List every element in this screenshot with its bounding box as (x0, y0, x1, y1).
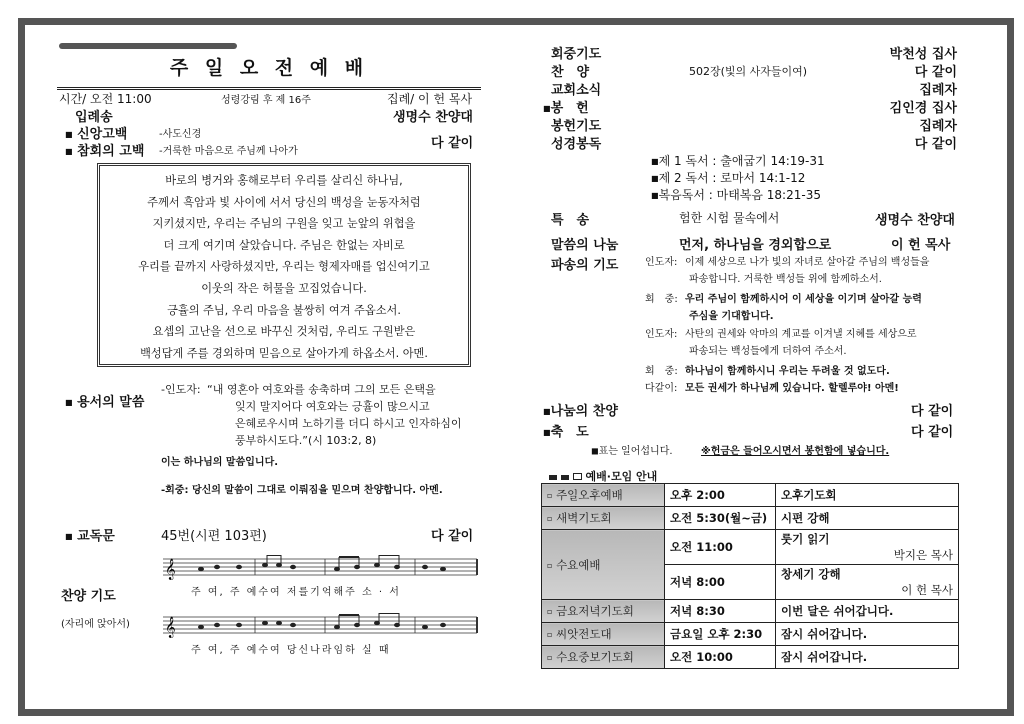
confession-line: 긍휼의 주님, 우리 마음을 불쌍히 여겨 주옵소서. (167, 303, 401, 317)
service-item-by: 집례자 (919, 83, 957, 98)
scripture-readings (651, 153, 825, 204)
confession-line: 백성답게 주를 경외하며 믿음으로 살아가게 하옵소서. 아멘. (140, 346, 428, 360)
repent-note: -거룩한 마음으로 주님께 나아가 (159, 146, 298, 157)
sermon-title: 먼저, 하나님을 경외합으로 (679, 238, 832, 253)
service-item-by: 집례자 (919, 119, 957, 134)
table-row (542, 530, 959, 565)
confession-box (97, 163, 471, 367)
service-time: 시간/ 오전 11:00 (59, 92, 152, 106)
footnote-standing: ■표는 일어섭니다. (591, 446, 673, 457)
share-song-by: 다 같이 (911, 404, 954, 419)
responsive-by: 다 같이 (431, 529, 474, 544)
schedule-name: ▫ 주일오후예배 (542, 484, 665, 507)
liturgical-week: 성령강림 후 제 16주 (221, 95, 311, 106)
repent-label: ■ 참회의 고백 (65, 144, 145, 159)
schedule-name: ▫ 수요중보기도회 (542, 646, 665, 669)
schedule-name: ▫ 수요예배 (542, 530, 665, 600)
schedule-name: ▫ 씨앗전도대 (542, 623, 665, 646)
service-item-label: ■봉 헌 (543, 101, 589, 116)
pardon-line-1: “내 영혼아 여호와를 송축하며 그의 모든 은택을 (207, 383, 436, 396)
schedule-desc: 이번 달은 쉬어갑니다. (776, 600, 959, 623)
schedule-name: ▫ 금요저녁기도회 (542, 600, 665, 623)
reading-3: ■복음독서 : 마태복음 18:21-35 (651, 188, 821, 202)
confession-line: 주께서 흑암과 빛 사이에 서서 당신의 백성을 눈동자처럼 (147, 195, 421, 209)
repent-by: 다 같이 (431, 136, 474, 151)
service-item-label: 봉헌기도 (551, 119, 602, 134)
schedule-desc: 룻기 읽기 박지은 목사 (776, 530, 959, 565)
sending-speaker: 다같이: (645, 383, 678, 394)
schedule-desc: 오후기도회 (776, 484, 959, 507)
page-title: 주 일 오 전 예 배 (169, 57, 369, 79)
table-row (542, 484, 959, 507)
sending-line: 모든 권세가 하나님께 있습니다. 할렐루야! 아멘! (685, 383, 899, 394)
table-row (542, 600, 959, 623)
entrance-label: 입례송 (75, 110, 113, 125)
pardon-response: -회중: 당신의 말씀이 그대로 이뤄짐을 믿으며 찬양합니다. 아멘. (161, 485, 443, 496)
schedule-desc: 창세기 강해 이 헌 목사 (776, 565, 959, 600)
sending-line: 우리 주님이 함께하시어 이 세상을 이기며 살아갈 능력 (685, 294, 922, 305)
schedule-time: 오전 5:30(월~금) (665, 507, 776, 530)
service-item-detail: 502장(빛의 사자들이여) (689, 65, 808, 78)
pardon-line-3: 은혜로우시며 노하기를 더디 하시고 인자하심이 (235, 417, 462, 430)
schedule-desc: 잠시 쉬어갑니다. (776, 646, 959, 669)
service-item-label: 회중기도 (551, 47, 602, 62)
service-item-label: 성경봉독 (551, 137, 602, 152)
responsive-text: 45번(시편 103편) (161, 529, 267, 544)
service-item-label: 교회소식 (551, 83, 602, 98)
sending-speaker: 회 중: (645, 366, 678, 377)
sending-speaker: 인도자: (645, 257, 678, 268)
pardon-line-2: 잊지 말지어다 여호와는 긍휼이 많으시고 (235, 400, 430, 413)
special-label: 특 송 (551, 213, 590, 228)
service-item-label: 찬 양 (551, 65, 590, 80)
bulletin-page (25, 25, 1001, 705)
blessing-by: 다 같이 (911, 425, 954, 440)
schedule-time: 오전 10:00 (665, 646, 776, 669)
reading-2: ■제 2 독서 : 로마서 14:1-12 (651, 171, 806, 185)
service-item-by: 다 같이 (914, 137, 957, 152)
schedule-desc: 잠시 쉬어갑니다. (776, 623, 959, 646)
entrance-by: 생명수 찬양대 (393, 110, 473, 125)
blessing-label: ■축 도 (543, 425, 589, 440)
schedule-table (541, 483, 959, 669)
confession-line: 더 크게 여기며 살았습니다. 주님은 한없는 자비로 (163, 238, 405, 252)
title-decoration (59, 43, 237, 49)
special-song: 험한 시험 물속에서 (679, 211, 780, 225)
service-item-by: 다 같이 (914, 65, 957, 80)
sending-line: 사탄의 권세와 악마의 계교를 이겨낼 지혜를 세상으로 (685, 329, 917, 340)
svg-text:𝄞: 𝄞 (165, 559, 176, 580)
schedule-name: ▫ 새벽기도회 (542, 507, 665, 530)
service-item-by: 김인경 집사 (889, 101, 957, 116)
sending-speaker: 회 중: (645, 294, 678, 305)
pardon-label: ■ 용서의 말씀 (65, 395, 145, 410)
pardon-word: 이는 하나님의 말씀입니다. (161, 457, 279, 468)
prayer-song-note: (자리에 앉아서) (61, 619, 130, 630)
confession-line: 지키셨지만, 우리는 주님의 구원을 잊고 눈앞의 위협을 (152, 217, 416, 231)
sending-line: 파송합니다. 거룩한 백성들 위에 함께하소서. (689, 274, 882, 285)
sending-line: 파송되는 백성들에게 더하여 주소서. (689, 346, 847, 357)
footnote-offering: ※헌금은 들어오시면서 봉헌함에 넣습니다. (701, 446, 890, 457)
service-item-by: 박천성 집사 (889, 47, 957, 62)
schedule-time: 금요일 오후 2:30 (665, 623, 776, 646)
sending-line: 하나님이 함께하시니 우리는 두려울 것 없도다. (685, 366, 890, 377)
schedule-leader: 박지은 목사 (893, 548, 953, 562)
table-row (542, 646, 959, 669)
table-row (542, 507, 959, 530)
confession-line: 우리를 끝까지 사랑하셨지만, 우리는 형제자매를 업신여기고 (138, 260, 430, 274)
schedule-desc: 시편 강해 (776, 507, 959, 530)
confession-line: 바로의 병거와 홍해로부터 우리를 살리신 하나님, (165, 174, 403, 187)
creed-note: -사도신경 (159, 129, 202, 140)
share-song-label: ■나눔의 찬양 (543, 404, 618, 419)
sending-speaker: 인도자: (645, 329, 678, 340)
schedule-time: 오전 11:00 (665, 530, 776, 565)
creed-label: ■ 신앙고백 (65, 127, 128, 142)
music-staff-2 (163, 613, 479, 641)
svg-text:𝄞: 𝄞 (165, 617, 176, 638)
table-row (542, 623, 959, 646)
schedule-time: 오후 2:00 (665, 484, 776, 507)
confession-line: 요셉의 고난을 선으로 바꾸신 것처럼, 우리도 구원받은 (152, 325, 416, 339)
schedule-time: 저녁 8:00 (665, 565, 776, 600)
sermon-preacher: 이 헌 목사 (891, 238, 951, 253)
presider: 집례/ 이 헌 목사 (387, 92, 473, 106)
lyrics-line-2: 주 여, 주 예수여 당신나라임하 실 때 (191, 645, 391, 656)
confession-line: 이웃의 작은 허물을 꼬집었습니다. (201, 281, 367, 295)
prayer-song-label: 찬양 기도 (61, 589, 116, 604)
special-by: 생명수 찬양대 (875, 213, 955, 228)
schedule-leader: 이 헌 목사 (901, 583, 953, 597)
reading-1: ■제 1 독서 : 출애굽기 14:19-31 (651, 154, 825, 168)
responsive-label: ■ 교독문 (65, 529, 115, 544)
schedule-title: 예배·모임 안내 (549, 468, 657, 484)
sermon-label: 말씀의 나눔 (551, 238, 619, 253)
pardon-line-4: 풍부하시도다.”(시 103:2, 8) (235, 434, 377, 447)
pardon-leader: -인도자: (161, 383, 201, 396)
schedule-time: 저녁 8:30 (665, 600, 776, 623)
sending-label: 파송의 기도 (551, 258, 619, 273)
sending-line: 주심을 기대합니다. (689, 311, 774, 322)
lyrics-line-1: 주 여, 주 예수여 저를기억해주 소 · 서 (191, 587, 401, 598)
music-staff-1 (163, 555, 479, 583)
sending-line: 이제 세상으로 나가 빛의 자녀로 살아갈 주님의 백성들을 (685, 257, 930, 268)
